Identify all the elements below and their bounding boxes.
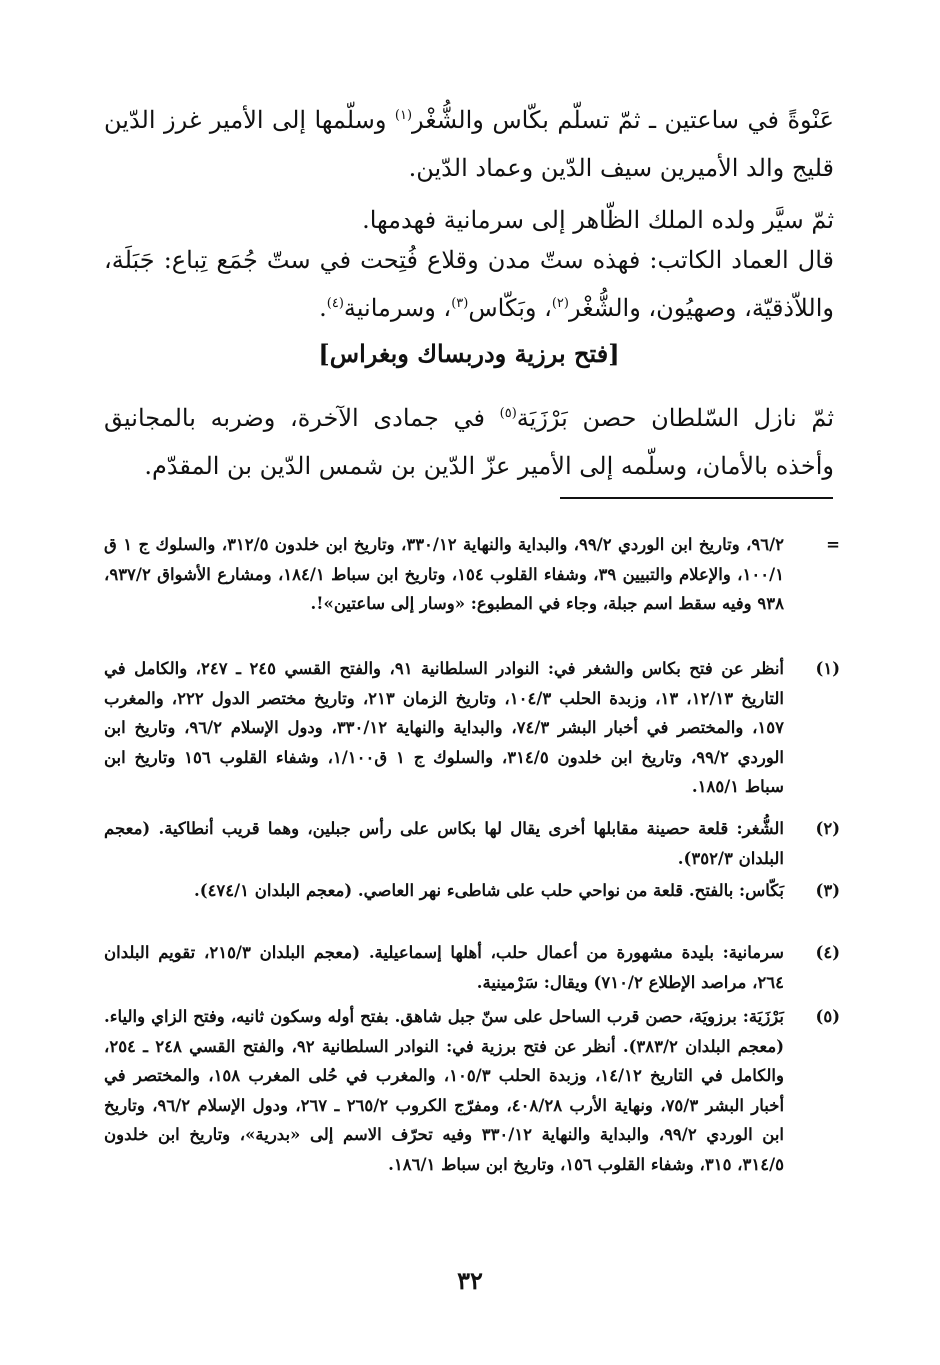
paragraph-text: قال العماد الكاتب: فهذه ستّ مدن وقلاع فُتِحت في ستّ جُمَع تِباع: جَبَلَة، واللاّذقيّة، وصهيُون، والشُّغْر xyxy=(104,246,834,322)
paragraph-text: ثمّ نازل السّلطان حصن بَرْزَيَة xyxy=(516,404,834,432)
paragraph-barzia xyxy=(104,394,834,490)
paragraph-text: ، وبَكّاس xyxy=(468,294,552,322)
footnote-ref-2: (٢) xyxy=(551,296,569,311)
footnote-1 xyxy=(104,654,840,802)
footnote-4 xyxy=(104,938,840,997)
footnote-text: بَكّاس: بالفتح. قلعة من نواحي حلب على شاطىء نهر العاصي. (معجم البلدان ٤٧٤/١). xyxy=(194,881,784,900)
footnote-ref-1: (١) xyxy=(394,108,413,123)
footnote-ref-4: (٤) xyxy=(326,296,344,311)
footnote-marker: (٤) xyxy=(815,943,840,962)
footnote-text: الشُّغر: قلعة حصينة مقابلها أخرى يقال لها بكاس على رأس جبلين، وهما قريب أنطاكية. (معجم البلدان ٣٥٢/٣). xyxy=(104,819,784,868)
footnote-text: بَرْزَيَة: برزويَة، حصن قرب الساحل على سنّ جبل شاهق. بفتح أوله وسكون ثانيه، وفتح الزاي والياء. (معجم البلدان ٣٨٣/٢). أنظر عن فتح برزية في: النوادر السلطانية ٩٢، والفتح القسي ٢٤٨ ـ ٢٥٤، والكامل في التاريخ ١٤/١٢، وزبدة الحلب ١٠٥/٣، والمغرب في حُلى المغرب ١٥٨، والمختصر في أخبار البشر ٧٥/٣، ونهاية الأرب ٤٠٨/٢٨، ومفرّج الكروب ٢٦٥/٢ ـ ٢٦٧، ودول الإسلام ٩٦/٢، وتاريخ ابن الوردي ٩٩/٢، والبداية والنهاية ٣٣٠/١٢ وفيه تحرّف الاسم إلى «بدرية»، وتاريخ ابن خلدون ٣١٤/٥، ٣١٥، وشفاء القلوب ١٥٦، وتاريخ ابن سباط ١٨٦/١. xyxy=(104,1007,785,1174)
footnote-3 xyxy=(104,876,840,906)
paragraph-text: في جمادى الآخرة، وضربه بالمجانيق وأخذه بالأمان، وسلّمه إلى الأمير عزّ الدّين بن شمس الدّين بن المقدّم. xyxy=(104,404,834,480)
paragraph-text: . xyxy=(319,294,327,322)
section-heading: [فتح برزية ودربساك وبغراس] xyxy=(318,339,620,368)
paragraph-text: عَنْوةً في ساعتين ـ ثمّ تسلّم بكّاس والشُّغْر xyxy=(412,106,834,134)
footnote-marker: (٥) xyxy=(815,1007,840,1026)
footnote-marker: (٢) xyxy=(815,819,840,838)
footnote-marker: (١) xyxy=(815,659,840,678)
footnote-text: سرمانية: بليدة مشهورة من أعمال حلب، أهلها إسماعيلية. (معجم البلدان ٢١٥/٣، تقويم البلدان ٢٦٤، مراصد الإطلاع ٧١٠/٢) ويقال: سَرْمينية. xyxy=(104,943,784,992)
paragraph-conquest-bakas xyxy=(104,96,834,192)
paragraph-text: وسلّمها إلى الأمير غرز الدّين قليج والد الأميرين سيف الدّين وعماد الدّين. xyxy=(104,106,834,182)
paragraph-text: ، وسرمانية xyxy=(343,294,452,322)
footnote-text: أنظر عن فتح بكاس والشغر في: النوادر السلطانية ٩١، والفتح القسي ٢٤٥ ـ ٢٤٧، والكامل في التاريخ ١٢/١٣، ١٣، وزبدة الحلب ١٠٤/٣، وتاريخ الزمان ٢١٣، وتاريخ مختصر الدول ٢٢٢، والمغرب ١٥٧، والمختصر في أخبار البشر ٧٤/٣، والبداية والنهاية ٣٣٠/١٢، ودول الإسلام ٩٦/٢، وتاريخ ابن الوردي ٩٩/٢، وتاريخ ابن خلدون ٣١٤/٥، والسلوك ج ١ ق١/١٠٠، وشفاء القلوب ١٥٦ وتاريخ ابن سباط ١٨٥/١. xyxy=(104,659,785,796)
footnote-ref-5: (٥) xyxy=(499,406,517,421)
paragraph-imad-quote xyxy=(104,236,834,332)
footnote-continued xyxy=(104,530,840,619)
footnote-marker: = xyxy=(826,535,840,554)
footnote-text: ٩٦/٢، وتاريخ ابن الوردي ٩٩/٢، والبداية والنهاية ٣٣٠/١٢، وتاريخ ابن خلدون ٣١٢/٥، والسلوك ج ١ ق ١٠٠/١، والإعلام والتبيين ٣٩، وشفاء القلوب ١٥٤، وتاريخ ابن سباط ١٨٤/١، ومشارع الأشواق ٩٣٧/٢، ٩٣٨ وفيه سقط اسم جبلة، وجاء في المطبوع: «وسار إلى ساعتين»!. xyxy=(104,535,784,613)
footnote-2 xyxy=(104,814,840,873)
paragraph-text: ثمّ سيَّر ولده الملك الظّاهر إلى سرمانية فهدمها. xyxy=(362,206,834,234)
footnote-ref-3: (٣) xyxy=(451,296,469,311)
footnote-marker: (٣) xyxy=(815,881,840,900)
footnote-5 xyxy=(104,1002,840,1179)
footnote-separator xyxy=(560,497,833,499)
page-number: ٣٢ xyxy=(457,1266,483,1295)
